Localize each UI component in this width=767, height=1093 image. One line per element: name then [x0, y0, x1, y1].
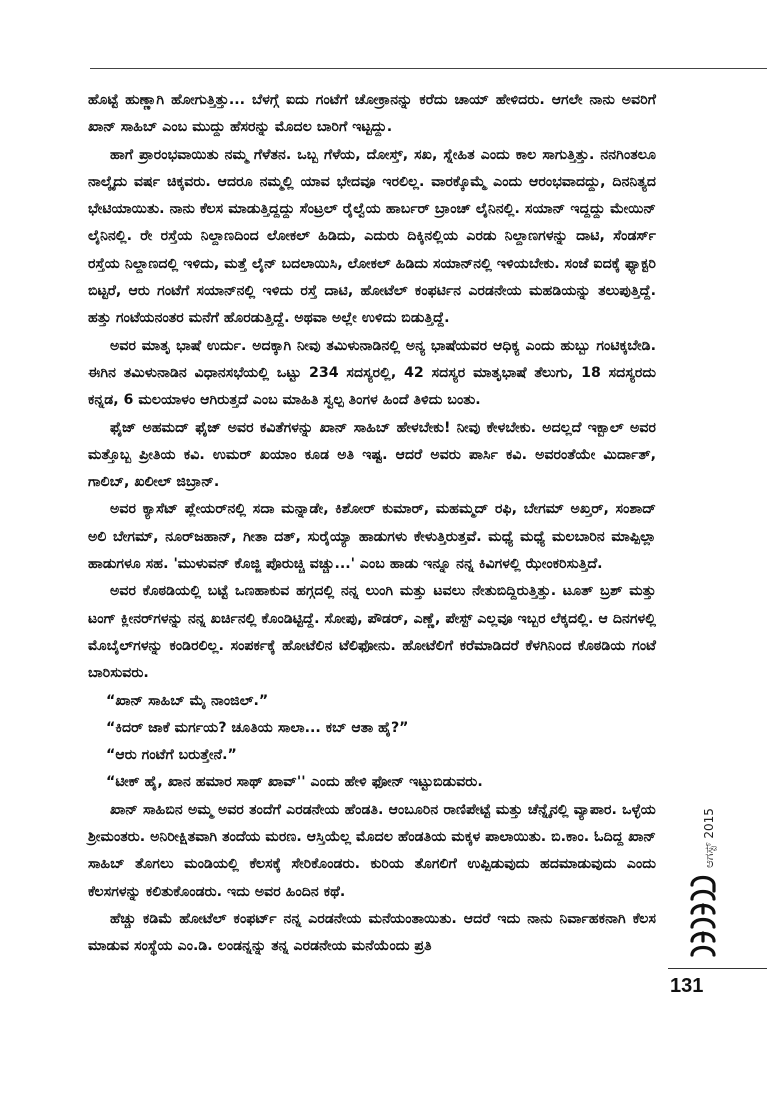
page-number: 131	[670, 975, 704, 997]
dialogue-line-2: “ಕಿದರ್ ಜಾಕೆ ಮರ್ಗಯ? ಚೂತಿಯ ಸಾಲಾ... ಕಬ್ ಆತಾ ಹೈ?”	[106, 719, 409, 736]
article-body	[88, 87, 656, 961]
issue-date: ಆಗಸ್ಟ್ 2015	[702, 808, 716, 868]
article-paragraph-8: ಹೆಚ್ಚು ಕಡಿಮೆ ಹೋಟೆಲ್ ಕಂಫರ್ಟ್ ನನ್ನ ಎರಡನೇಯ ಮನೆಯಂತಾಯಿತು. ಆದರೆ ಇದು ನಾನು ನಿರ್ವಾಹಕನಾಗಿ ಕೆಲಸ ಮಾಡುವ ಸಂಸ್ಥೆಯ ಎಂ.ಡಿ. ಲಂಡನ್ನನ್ನು ತನ್ನ ಎರಡನೇಯ ಮನೆಯೆಂದು ಪ್ರತಿ	[88, 910, 656, 955]
article-paragraph-2: ಹಾಗೆ ಪ್ರಾರಂಭವಾಯಿತು ನಮ್ಮ ಗೆಳೆತನ. ಒಬ್ಬ ಗೆಳೆಯ, ದೋಸ್ತ್, ಸಖ, ಸ್ನೇಹಿತ ಎಂದು ಕಾಲ ಸಾಗುತ್ತಿತ್ತು. ನನಗಿಂತಲೂ ನಾಲ್ಕೈದು ವರ್ಷ ಚಿಕ್ಕವರು. ಆದರೂ ನಮ್ಮಲ್ಲಿ ಯಾವ ಭೇದವೂ ಇರಲಿಲ್ಲ. ವಾರಕ್ಕೊಮ್ಮೆ ಎಂದು ಆರಂಭವಾದದ್ದು, ದಿನನಿತ್ಯದ ಭೇಟಿಯಾಯಿತು. ನಾನು ಕೆಲಸ ಮಾಡುತ್ತಿದ್ದದ್ದು ಸೆಂಟ್ರಲ್ ರೈಲ್ವೆಯ ಹಾರ್ಬರ್ ಬ್ರಾಂಚ್ ಲೈನಿನಲ್ಲಿ. ಸಯಾನ್ ಇದ್ದದ್ದು ಮೇಯಿನ್ ಲೈನಿನಲ್ಲಿ. ರೇ ರಸ್ತೆಯ ನಿಲ್ದಾಣದಿಂದ ಲೋಕಲ್ ಹಿಡಿದು, ಎದುರು ದಿಕ್ಕಿನಲ್ಲಿಯ ಎರಡು ನಿಲ್ದಾಣಗಳನ್ನು ದಾಟಿ, ಸೆಂಡರ್ಸ್ ರಸ್ತೆಯ ನಿಲ್ದಾಣದಲ್ಲಿ ಇಳಿದು, ಮತ್ತೆ ಲೈನ್ ಬದಲಾಯಿಸಿ, ಲೋಕಲ್ ಹಿಡಿದು ಸಯಾನ್‌ನಲ್ಲಿ ಇಳಿಯಬೇಕು. ಸಂಜೆ ಐದಕ್ಕೆ ಫ್ಯಾಕ್ಟರಿ ಬಿಟ್ಟರೆ, ಆರು ಗಂಟೆಗೆ ಸಯಾನ್‌ನಲ್ಲಿ ಇಳಿದು ರಸ್ತೆ ದಾಟಿ, ಹೋಟೆಲ್ ಕಂಫರ್ಟಿನ ಎರಡನೇಯ ಮಹಡಿಯನ್ನು ತಲುಪುತ್ತಿದ್ದೆ. ಹತ್ತು ಗಂಟೆಯನಂತರ ಮನೆಗೆ ಹೊರಡುತ್ತಿದ್ದೆ. ಅಥವಾ ಅಲ್ಲೇ ಉಳಿದು ಬಿಡುತ್ತಿದ್ದೆ.	[88, 146, 656, 327]
dialogue-line-1: “ಖಾನ್ ಸಾಹಿಬ್ ಮೈ ನಾಂಜಿಲ್.”	[106, 692, 269, 709]
article-paragraph-1: ಹೊಟ್ಟೆ ಹುಣ್ಣಾಗಿ ಹೋಗುತ್ತಿತ್ತು... ಬೆಳಗ್ಗೆ ಐದು ಗಂಟೆಗೆ ಚೋಕ್ರಾನನ್ನು ಕರೆದು ಚಾಯ್ ಹೇಳಿದರು. ಆಗಲೇ ನಾನು ಅವರಿಗೆ ಖಾನ್ ಸಾಹಿಬ್ ಎಂಬ ಮುದ್ದು ಹೆಸರನ್ನು ಮೊದಲ ಬಾರಿಗೆ ಇಟ್ಟದ್ದು.	[88, 92, 656, 136]
article-paragraph-4: ಫೈಜ್ ಅಹಮದ್ ಫೈಜ್ ಅವರ ಕವಿತೆಗಳನ್ನು ಖಾನ್ ಸಾಹಿಬ್ ಹೇಳಬೇಕು! ನೀವು ಕೇಳಬೇಕು. ಅದಲ್ಲದೆ ಇಕ್ಬಾಲ್ ಅವರ ಮತ್ತೊಬ್ಬ ಪ್ರೀತಿಯ ಕವಿ. ಉಮರ್ ಖಯಾಂ ಕೂಡ ಅತಿ ಇಷ್ಟ. ಆದರೆ ಅವರು ಪಾರ್ಸಿ ಕವಿ. ಅವರಂತೆಯೇ ಮಿರ್ದಾತ್, ಗಾಲಿಬ್, ಖಲೀಲ್ ಜಿಬ್ರಾನ್.	[88, 419, 656, 491]
article-paragraph-3: ಅವರ ಮಾತೃ ಭಾಷೆ ಉರ್ದು. ಅದಕ್ಕಾಗಿ ನೀವು ತಮಿಳುನಾಡಿನಲ್ಲಿ ಅನ್ಯ ಭಾಷೆಯವರ ಆಧಿಕ್ಯ ಎಂದು ಹುಬ್ಬು ಗಂಟಿಕ್ಕಬೇಡಿ. ಈಗಿನ ತಮಿಳುನಾಡಿನ ವಿಧಾನಸಭೆಯಲ್ಲಿ ಒಟ್ಟು 234 ಸದಸ್ಯರಲ್ಲಿ, 42 ಸದಸ್ಯರ ಮಾತೃಭಾಷೆ ತೆಲುಗು, 18 ಸದಸ್ಯರದು ಕನ್ನಡ, 6 ಮಲಯಾಳಂ ಆಗಿರುತ್ತದೆ ಎಂಬ ಮಾಹಿತಿ ಸ್ವಲ್ಪ ತಿಂಗಳ ಹಿಂದೆ ತಿಳಿದು ಬಂತು.	[88, 337, 656, 409]
dialogue-line-4: “ಟೀಕ್ ಹೈ, ಖಾನ ಹಮಾರ ಸಾಥ್ ಖಾವ್'' ಎಂದು ಹೇಳಿ ಫೋನ್ ಇಟ್ಟುಬಿಡುವರು.	[106, 774, 483, 791]
magazine-logo-mark	[688, 871, 718, 959]
article-paragraph-6: ಅವರ ಕೊಠಡಿಯಲ್ಲಿ ಬಟ್ಟೆ ಒಣಹಾಕುವ ಹಗ್ಗದಲ್ಲಿ ನನ್ನ ಲುಂಗಿ ಮತ್ತು ಟವಲು ನೇತುಬಿದ್ದಿರುತ್ತಿತ್ತು. ಟೂತ್ ಬ್ರಶ್ ಮತ್ತು ಟಂಗ್ ಕ್ಲೀನರ್‌ಗಳನ್ನು ನನ್ನ ಖರ್ಚಿನಲ್ಲಿ ಕೊಂಡಿಟ್ಟಿದ್ದೆ. ಸೋಪು, ಪೌಡರ್, ಎಣ್ಣೆ, ಪೇಸ್ಟ್ ಎಲ್ಲವೂ ಇಬ್ಬರ ಲೆಕ್ಕದಲ್ಲಿ. ಆ ದಿನಗಳಲ್ಲಿ ಮೊಬೈಲ್‌ಗಳನ್ನು ಕಂಡಿರಲಿಲ್ಲ. ಸಂಪರ್ಕಕ್ಕೆ ಹೋಟೆಲಿನ ಟೆಲಿಫೋನು. ಹೋಟೆಲಿಗೆ ಕರೆಮಾಡಿದರೆ ಕೆಳಗಿನಿಂದ ಕೊಠಡಿಯ ಗಂಟೆ ಬಾರಿಸುವರು.	[88, 583, 656, 682]
article-paragraph-5: ಅವರ ಕ್ಯಾಸೆಟ್ ಪ್ಲೇಯರ್‌ನಲ್ಲಿ ಸದಾ ಮನ್ನಾಡೇ, ಕಿಶೋರ್ ಕುಮಾರ್, ಮಹಮ್ಮದ್ ರಫಿ, ಬೇಗಮ್ ಅಖ್ತರ್, ಸಂಶಾದ್ ಅಲಿ ಬೇಗಮ್, ನೂರ್‌ಜಹಾನ್, ಗೀತಾ ದತ್, ಸುರೈಯ್ಯಾ ಹಾಡುಗಳು ಕೇಳುತ್ತಿರುತ್ತವೆ. ಮಧ್ಯೆ ಮಧ್ಯೆ ಮಲಬಾರಿನ ಮಾಪ್ಪಿಲ್ಲಾ ಹಾಡುಗಳೂ ಸಹ. 'ಮುಳುವನ್ ಕೊಜ್ಜಿ ಪೊರುಚ್ಚಿ ವಚ್ಚು...' ಎಂಬ ಹಾಡು ಇನ್ನೂ ನನ್ನ ಕಿವಿಗಳಲ್ಲಿ ಝೇಂಕರಿಸುತ್ತಿದೆ.	[88, 501, 656, 573]
footer-rule	[668, 968, 767, 969]
dialogue-line-3: “ಆರು ಗಂಟೆಗೆ ಬರುತ್ತೇನೆ.”	[106, 747, 237, 764]
article-paragraph-7: ಖಾನ್ ಸಾಹಿಬಿನ ಅಮ್ಮ ಅವರ ತಂದೆಗೆ ಎರಡನೇಯ ಹೆಂಡತಿ. ಆಂಬೂರಿನ ರಾಣಿಪೇಟ್ಟೆ ಮತ್ತು ಚೆನ್ನೈನಲ್ಲಿ ವ್ಯಾಪಾರ. ಒಳ್ಳೆಯ ಶ್ರೀಮಂತರು. ಅನಿರೀಕ್ಷಿತವಾಗಿ ತಂದೆಯ ಮರಣ. ಆಸ್ತಿಯೆಲ್ಲ ಮೊದಲ ಹೆಂಡತಿಯ ಮಕ್ಕಳ ಪಾಲಾಯಿತು. ಬಿ.ಕಾಂ. ಓದಿದ್ದ ಖಾನ್ ಸಾಹಿಬ್ ತೊಗಲು ಮಂಡಿಯಲ್ಲಿ ಕೆಲಸಕ್ಕೆ ಸೇರಿಕೊಂಡರು. ಕುರಿಯ ತೊಗಲಿಗೆ ಉಪ್ಪಿಡುವುದು ಹದಮಾಡುವುದು ಎಂದು ಕೆಲಸಗಳನ್ನು ಕಲಿತುಕೊಂಡರು. ಇದು ಅವರ ಹಿಂದಿನ ಕಥೆ.	[88, 801, 656, 900]
magazine-logo	[686, 870, 720, 960]
header-rule	[90, 68, 767, 69]
